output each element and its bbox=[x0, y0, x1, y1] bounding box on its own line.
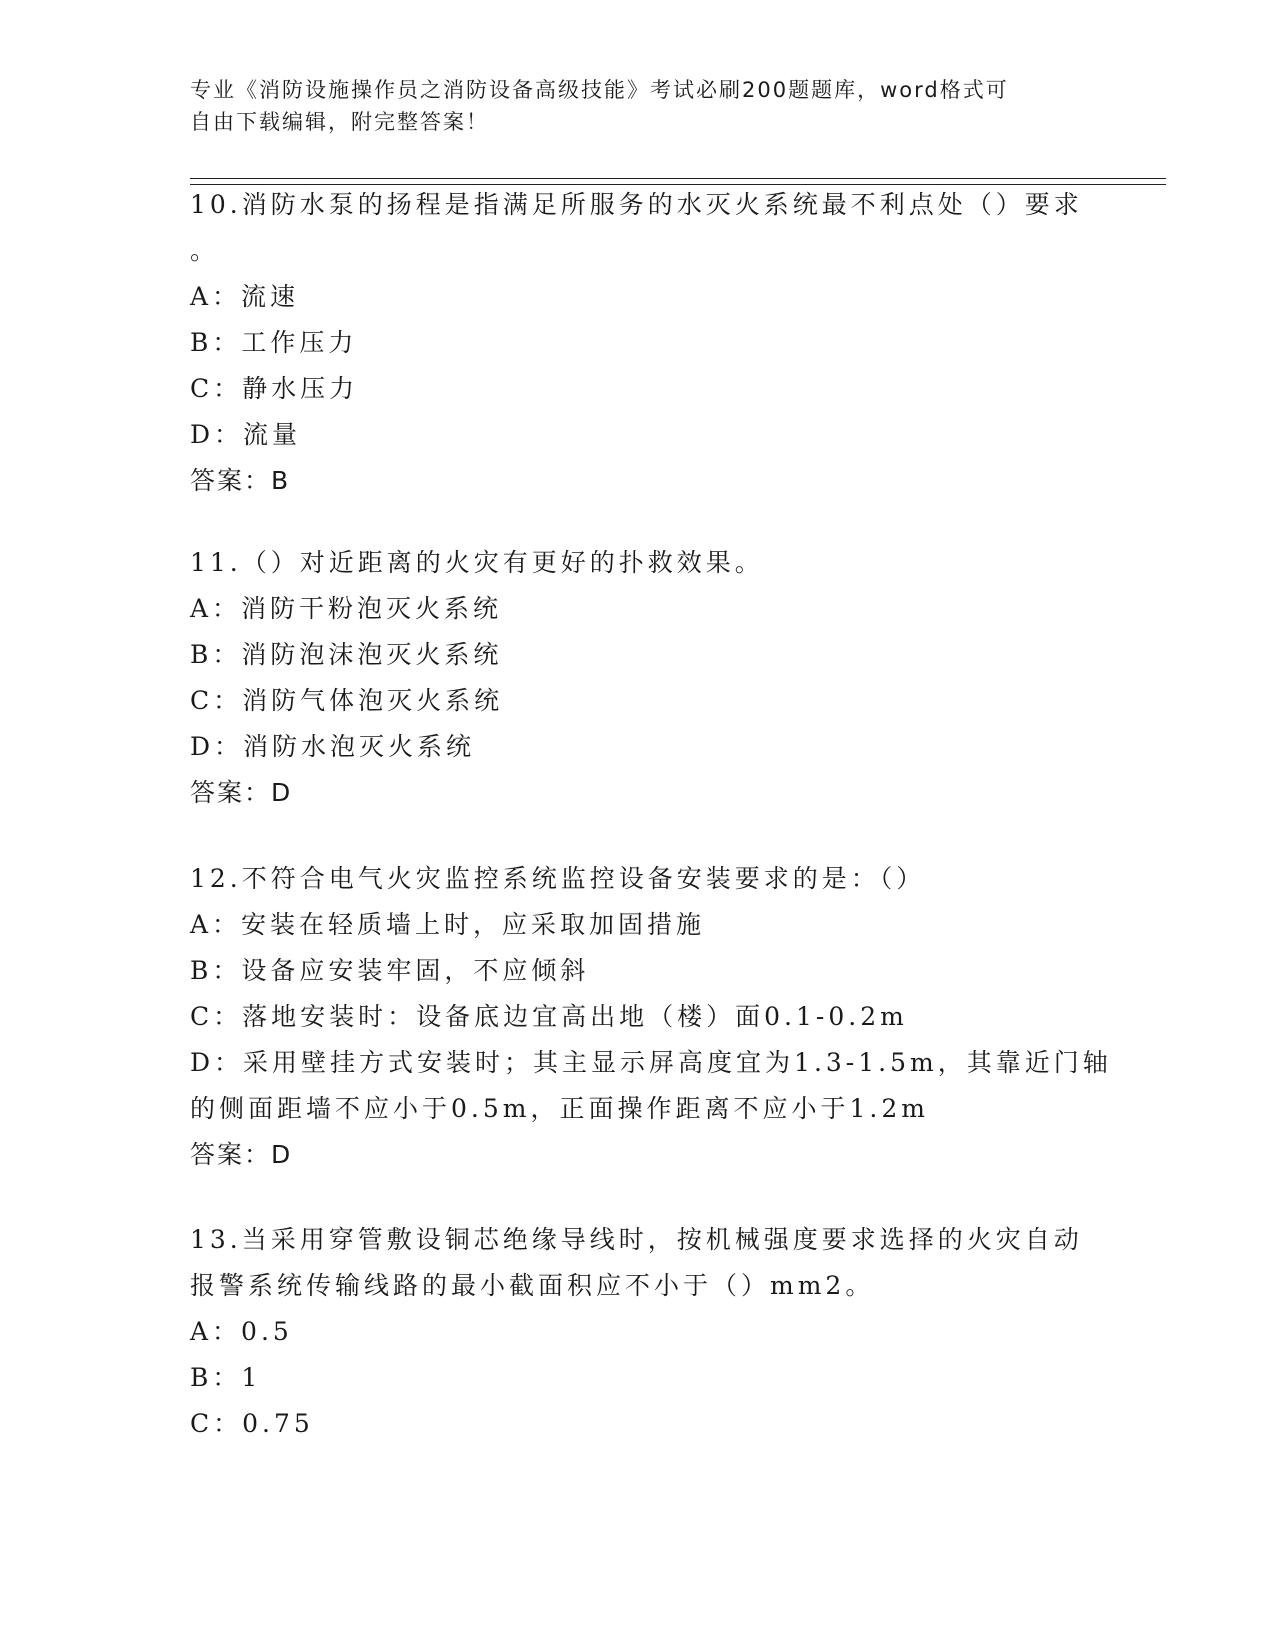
option-d: D：流量 bbox=[190, 420, 302, 449]
option-b: B：设备应安装牢固，不应倾斜 bbox=[190, 956, 590, 985]
answer: 答案：D bbox=[190, 1140, 293, 1169]
header-line-1: 专业《消防设施操作员之消防设备高级技能》考试必刷200题题库，word格式可 bbox=[190, 78, 1009, 102]
option-b: B：消防泡沫泡灭火系统 bbox=[190, 640, 503, 669]
option-c: C：静水压力 bbox=[190, 374, 359, 403]
option-b: B：工作压力 bbox=[190, 328, 358, 357]
option-a: A：消防干粉泡灭火系统 bbox=[190, 594, 503, 623]
document-header bbox=[190, 74, 1090, 138]
question-stem-line-2: 报警系统传输线路的最小截面积应不小于（）mm2。 bbox=[190, 1271, 875, 1300]
option-d-line-1: D：采用壁挂方式安装时；其主显示屏高度宜为1.3-1.5m，其靠近门轴 bbox=[190, 1048, 1112, 1077]
question-10 bbox=[190, 182, 1090, 504]
question-stem-line-1: 13.当采用穿管敷设铜芯绝缘导线时，按机械强度要求选择的火灾自动 bbox=[190, 1225, 1083, 1254]
option-a: A：0.5 bbox=[190, 1317, 293, 1346]
question-13 bbox=[190, 1217, 1090, 1447]
question-stem-line-1: 10.消防水泵的扬程是指满足所服务的水灭火系统最不利点处（）要求 bbox=[190, 190, 1083, 219]
option-c: C：消防气体泡灭火系统 bbox=[190, 686, 504, 715]
header-line-2: 自由下载编辑，附完整答案！ bbox=[190, 110, 489, 134]
question-12 bbox=[190, 856, 1112, 1178]
question-11 bbox=[190, 540, 1090, 816]
option-c: C：落地安装时：设备底边宜高出地（楼）面0.1-0.2m bbox=[190, 1002, 908, 1031]
option-a: A：安装在轻质墙上时，应采取加固措施 bbox=[190, 910, 706, 939]
option-a: A：流速 bbox=[190, 282, 300, 311]
answer: 答案：D bbox=[190, 778, 293, 807]
option-d: D：消防水泡灭火系统 bbox=[190, 732, 476, 761]
option-b: B：1 bbox=[190, 1363, 262, 1392]
option-d-line-2: 的侧面距墙不应小于0.5m，正面操作距离不应小于1.2m bbox=[190, 1094, 929, 1123]
header-divider-top bbox=[190, 178, 1166, 179]
question-stem-line-1: 11.（）对近距离的火灾有更好的扑救效果。 bbox=[190, 548, 764, 577]
question-stem-line-2: 。 bbox=[190, 236, 220, 265]
answer: 答案：B bbox=[190, 466, 291, 495]
option-c: C：0.75 bbox=[190, 1409, 314, 1438]
question-stem-line-1: 12.不符合电气火灾监控系统监控设备安装要求的是：（） bbox=[190, 864, 926, 893]
